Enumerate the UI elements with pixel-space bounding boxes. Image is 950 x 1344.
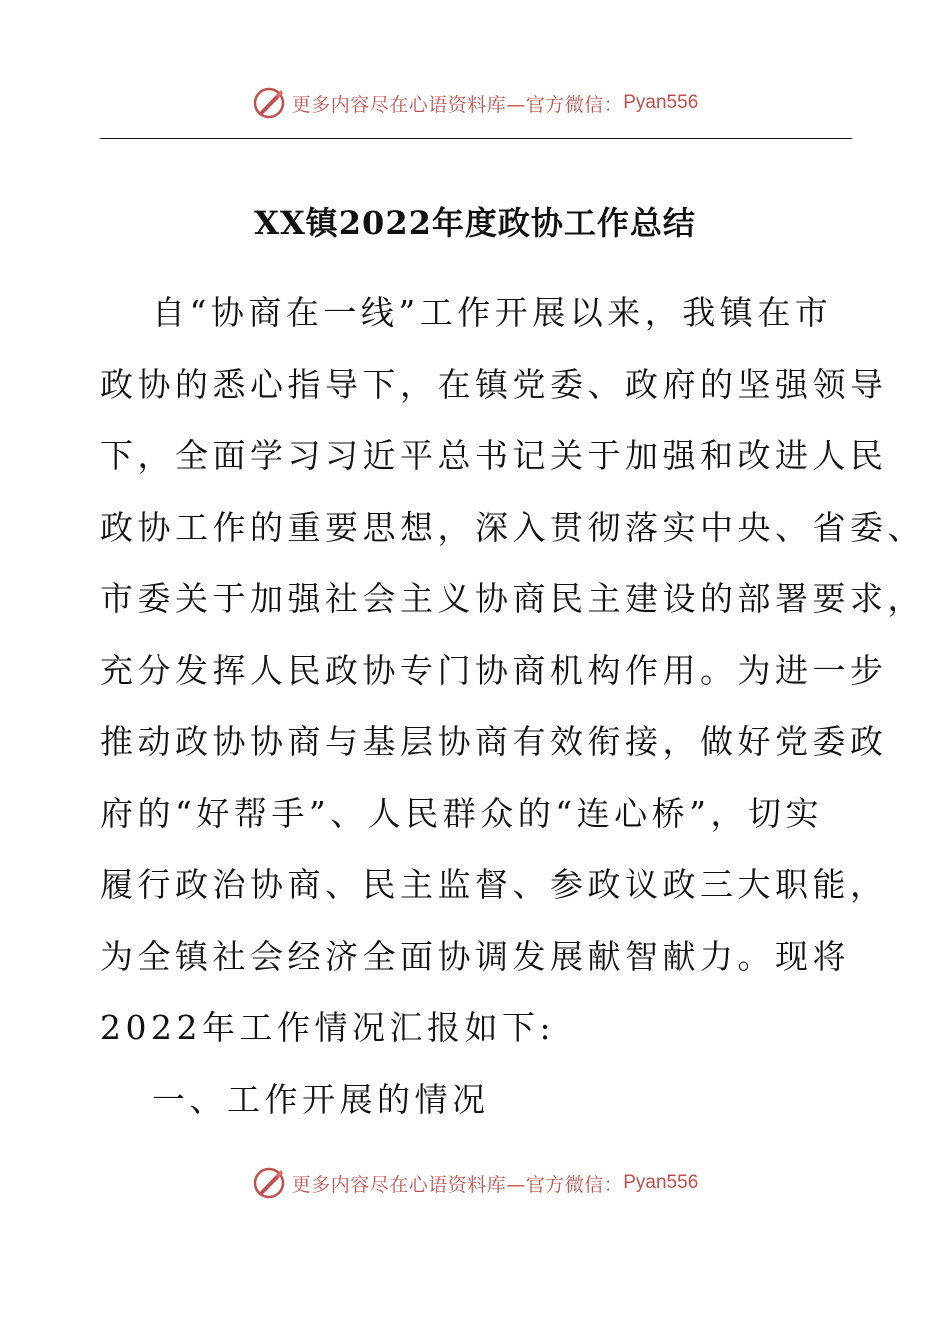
header-divider bbox=[100, 138, 852, 139]
section-heading: 一、工作开展的情况 bbox=[152, 1079, 490, 1119]
paragraph-line: 市委关于加强社会主义协商民主建设的部署要求， bbox=[100, 579, 925, 618]
paragraph-line: 推动政协协商与基层协商有效衔接，做好党委政 bbox=[100, 722, 888, 761]
paragraph-line: 政协工作的重要思想，深入贯彻落实中央、省委、 bbox=[100, 507, 925, 547]
paragraph-line: 自“协商在一线”工作开展以来，我镇在市 bbox=[152, 293, 833, 332]
watermark-wechat-id: Pyan556 bbox=[623, 92, 699, 113]
pen-logo-icon bbox=[252, 1166, 286, 1200]
pen-logo-icon bbox=[252, 86, 286, 120]
document-title: XX镇2022年度政协工作总结 bbox=[254, 204, 696, 242]
paragraph-line: 2022年工作情况汇报如下: bbox=[100, 1008, 556, 1047]
watermark-text: 更多内容尽在心语资料库—官方微信： bbox=[291, 1173, 624, 1196]
paragraph-line: 为全镇社会经济全面协调发展献智献力。现将 bbox=[100, 936, 850, 976]
watermark-header bbox=[0, 86, 950, 120]
watermark-wechat-id: Pyan556 bbox=[623, 1172, 699, 1193]
paragraph-line: 充分发挥人民政协专门协商机构作用。为进一步 bbox=[100, 650, 888, 690]
document-body bbox=[100, 277, 925, 1135]
paragraph-line: 履行政治协商、民主监督、参政议政三大职能， bbox=[100, 865, 888, 904]
paragraph-line: 下，全面学习习近平总书记关于加强和改进人民 bbox=[100, 436, 888, 475]
watermark-footer bbox=[0, 1166, 950, 1200]
paragraph-line: 府的“好帮手”、人民群众的“连心桥”，切实 bbox=[100, 793, 823, 833]
watermark-text: 更多内容尽在心语资料库—官方微信： bbox=[291, 93, 624, 116]
paragraph-line: 政协的悉心指导下，在镇党委、政府的坚强领导 bbox=[100, 364, 888, 404]
